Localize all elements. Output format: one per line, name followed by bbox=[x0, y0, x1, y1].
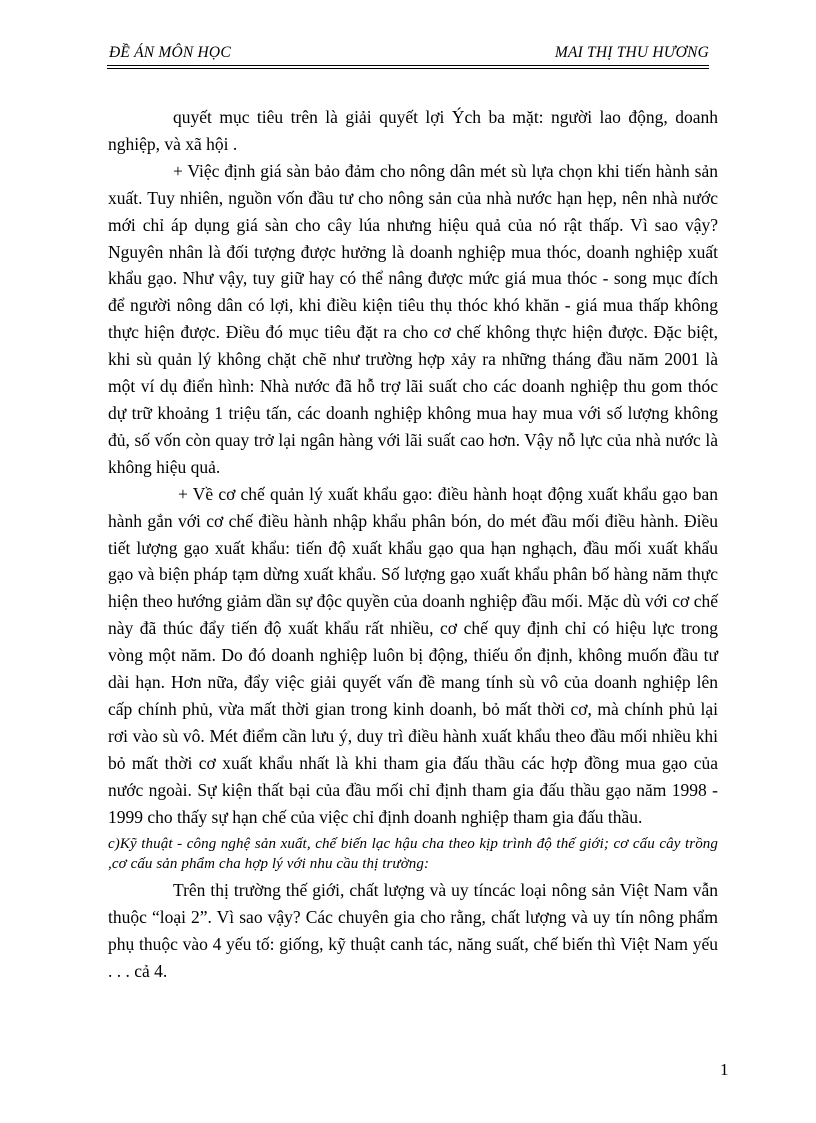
paragraph-quality: Trên thị trường thế giới, chất lượng và uy tíncác loại nông sản Việt Nam vẫn thuộc “loại 2”. Vì sao vậy? Các chuyên gia cho rằng, chất lượng và uy tín nông phẩm phụ thuộc vào 4 yếu tố: giống, kỹ thuật canh tác, năng suất, chế biến thì Việt Nam yếu . . . cả 4. bbox=[108, 880, 718, 982]
paragraph-floor-price: + Việc định giá sàn bảo đảm cho nông dân mét sù lựa chọn khi tiến hành sản xuất. Tuy nhiên, nguồn vốn đầu tư cho nông sản của nhà nước hạn hẹp, nên nhà nước mới chỉ áp dụng giá sàn cho cây lúa nhưng hiệu quả của nó rật thấp. Vì sao vậy? Nguyên nhân là đối tượng được hưởng là doanh nghiệp mua thóc, doanh nghiệp xuất khẩu gạo. Như vậy, tuy giữ hay có thể nâng được mức giá mua thóc - song mục đích để người nông dân có lợi, khi điều kiện tiêu thụ thóc khó khăn - giá mua thấp không thực hiện được. Điều đó mục tiêu đặt ra cho cơ chế không thực hiện được. Đặc biệt, khi sù quản lý không chặt chẽ như trường hợp xảy ra những tháng đầu năm 2001 là một ví dụ điển hình: Nhà nước đã hỗ trợ lãi suất cho các doanh nghiệp thu gom thóc dự trữ khoảng 1 triệu tấn, các doanh nghiệp không mua hay mua với số lượng không đủ, số vốn còn quay trở lại ngân hàng với lãi suất cao hơn. Vậy nỗ lực của nhà nước là không hiệu quả. bbox=[108, 160, 718, 477]
paragraph-rice-export: + Về cơ chế quản lý xuất khẩu gạo: điều hành hoạt động xuất khẩu gạo ban hành gắn với cơ chế điều hành nhập khẩu phân bón, do mét đầu mối điều hành. Điều tiết lượng gạo xuất khẩu: tiến độ xuất khẩu gạo qua hạn nghạch, đầu mối xuất khẩu gạo và biện pháp tạm dừng xuất khẩu. Số lượng gạo xuất khẩu phân bố hàng năm thực hiện theo hướng giảm dần sự độc quyền của doanh nghiệp đầu mối. Mặc dù với cơ chế này đã thúc đẩy tiến độ xuất khẩu rất nhiều, cơ chế quy định chỉ có hiệu lực trong vòng một năm. Do đó doanh nghiệp luôn bị động, thiếu ổn định, không muốn đầu tư dài hạn. Hơn nữa, đẩy việc giải quyết vấn đề mang tính sù vô của doanh nghiệp lên cấp chính phủ, vừa mất thời gian trong kinh doanh, bỏ mất thời cơ, mà chính phủ lại rơi vào sù vô. Mét điểm cần lưu ý, duy trì điều hành xuất khẩu theo đầu mối nhiều khi bỏ mất thời cơ xuất khẩu nhất là khi tham gia đấu thầu các hợp đồng mua gạo của nước ngoài. Sự kiện thất bại của đầu mối chỉ định tham gia đấu thầu gạo năm 1998 - 1999 cho thấy sự hạn chế của việc chỉ định doanh nghiệp tham gia đấu thầu. bbox=[108, 483, 718, 827]
section-heading: c)Kỹ thuật - công nghệ sản xuất, chế biến lạc hậu cha theo kịp trình độ thế giới; cơ cấu cây trồng ,cơ cấu sản phẩm cha hợp lý với nhu cầu thị trường: bbox=[108, 836, 718, 872]
header-rule-bottom bbox=[107, 68, 709, 69]
header-course-title: ĐỀ ÁN MÔN HỌC bbox=[109, 44, 231, 61]
paragraph-continuation: quyết mục tiêu trên là giải quyết lợi Ých ba mặt: người lao động, doanh nghiệp, và xã hội . bbox=[108, 107, 718, 154]
page-header bbox=[107, 44, 709, 66]
header-rule-top bbox=[107, 65, 709, 66]
header-author-name: MAI THỊ THU HƯƠNG bbox=[554, 44, 709, 61]
document-body bbox=[108, 104, 718, 985]
page-number: 1 bbox=[720, 1060, 729, 1079]
